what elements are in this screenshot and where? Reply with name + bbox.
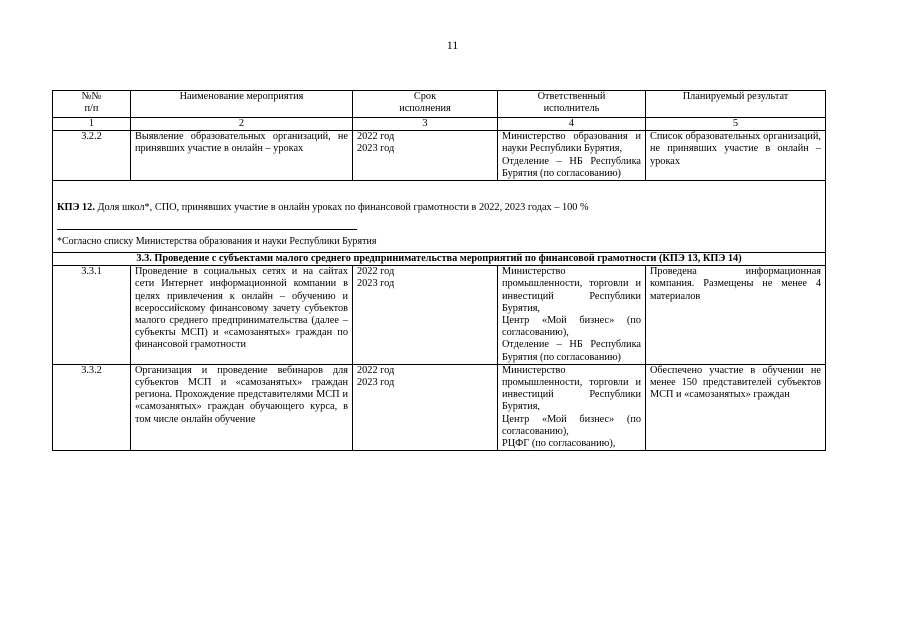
plan-table-frame xyxy=(52,90,825,451)
kpe-indicator xyxy=(57,201,821,214)
table-header-row xyxy=(53,91,826,118)
column-number: 4 xyxy=(498,118,646,131)
column-number-row xyxy=(53,118,826,131)
kpe-text: Доля школ*, СПО, принявших участие в онлайн уроках по финансовой грамотности в 2022, 2023 годах – 100 % xyxy=(94,202,589,214)
row-executor: Министерство промышленности, торговли и инвестиций Республики Бурятия, Центр «Мой бизнес» (по согласованию), Отделение – НБ Республика Бурятия (по согласованию) xyxy=(498,266,646,365)
header-result-cell: Планируемый результат xyxy=(646,91,826,118)
row-number: 3.3.1 xyxy=(53,266,131,365)
row-result: Проведена информационная компания. Размещены не менее 4 материалов xyxy=(646,266,826,365)
row-number: 3.3.2 xyxy=(53,364,131,450)
row-result: Обеспечено участие в обучении не менее 150 представителей субъектов МСП и «самозанятых» граждан xyxy=(646,364,826,450)
section-title-row xyxy=(53,253,826,266)
table-row xyxy=(53,266,826,365)
kpe-label: КПЭ 12. xyxy=(57,202,95,214)
kpe-row xyxy=(53,181,826,253)
table-row xyxy=(53,364,826,450)
header-number-cell: №№ п/п xyxy=(53,91,131,118)
row-term: 2022 год 2023 год xyxy=(353,131,498,181)
column-number: 1 xyxy=(53,118,131,131)
plan-table xyxy=(52,90,826,451)
column-number: 5 xyxy=(646,118,826,131)
header-executor-cell: Ответственный исполнитель xyxy=(498,91,646,118)
row-term: 2022 год 2023 год xyxy=(353,266,498,365)
header-term-cell: Срок исполнения xyxy=(353,91,498,118)
footnote-divider xyxy=(57,229,357,230)
footnote: *Согласно списку Министерства образования и науки Республики Бурятия xyxy=(57,236,377,248)
header-name-cell: Наименование мероприятия xyxy=(131,91,353,118)
row-term: 2022 год 2023 год xyxy=(353,364,498,450)
row-name: Проведение в социальных сетях и на сайтах сети Интернет информационной компании в целях привлечения к онлайн – обучению и всероссийскому финансовому зачету субъектов малого среднего предпринимательства (далее – субъекты МСП) и «самозанятых» граждан по финансовой грамотности xyxy=(131,266,353,365)
row-result: Список образовательных организаций, не принявших участие в онлайн – уроках xyxy=(646,131,826,181)
column-number: 3 xyxy=(353,118,498,131)
column-number: 2 xyxy=(131,118,353,131)
row-name: Организация и проведение вебинаров для субъектов МСП и «самозанятых» граждан региона. Прохождение представителями МСП и «самозанятых» граждан обучающего курса, в том числе онлайн обучение xyxy=(131,364,353,450)
row-executor: Министерство промышленности, торговли и инвестиций Республики Бурятия, Центр «Мой бизнес» (по согласованию), РЦФГ (по согласованию), xyxy=(498,364,646,450)
row-name: Выявление образовательных организаций, не принявших участие в онлайн – уроках xyxy=(131,131,353,181)
kpe-cell xyxy=(53,181,826,253)
table-row xyxy=(53,131,826,181)
row-number: 3.2.2 xyxy=(53,131,131,181)
row-executor: Министерство образования и науки Республики Бурятия, Отделение – НБ Республика Бурятия (по согласованию) xyxy=(498,131,646,181)
page-number: 11 xyxy=(446,38,459,52)
section-title: 3.3. Проведение с субъектами малого среднего предпринимательства мероприятий по финансовой грамотности (КПЭ 13, КПЭ 14) xyxy=(53,253,826,266)
